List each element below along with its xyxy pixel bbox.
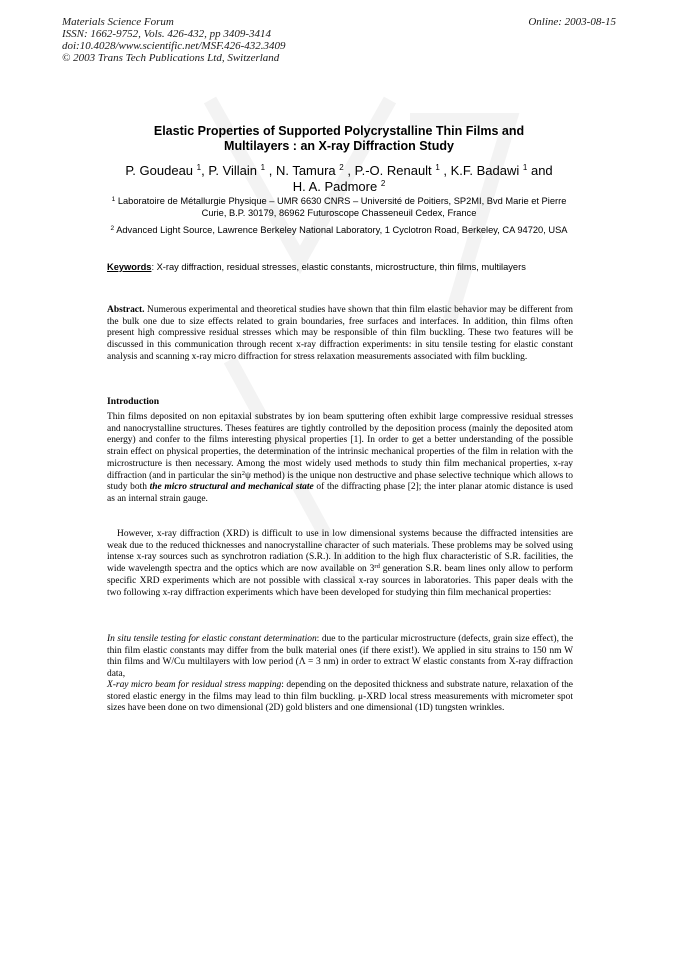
journal-name: Materials Science Forum bbox=[62, 16, 174, 28]
introduction-heading: Introduction bbox=[107, 396, 160, 407]
emphasis-text: In situ tensile testing for elastic constant determination bbox=[107, 634, 317, 644]
affiliation-number: 2 bbox=[110, 225, 115, 232]
paragraph-text: : due to the particular microstructure (defects, grain size effect), the thin film elastic constants may differ from the bulk material ones (if there exist!). We applied in situ strains to 150 nm W thin films and W/Cu multilayers with low period (Λ = 3 nm) in order to extract W elastic constants from X-ray diffraction data, bbox=[107, 634, 574, 680]
emphasis-text: the micro structural and mechanical state bbox=[149, 482, 314, 493]
author-conjunction: and bbox=[530, 163, 553, 178]
paper-title bbox=[110, 124, 568, 154]
author-name: N. Tamura bbox=[275, 163, 336, 178]
author-name: P. Villain bbox=[208, 163, 258, 178]
emphasis-text: X-ray micro beam for residual stress mapping bbox=[107, 680, 282, 690]
online-date: Online: 2003-08-15 bbox=[528, 16, 616, 28]
author-name: P. Goudeau bbox=[125, 163, 194, 178]
paragraph-text: : depending on the deposited thickness and substrate nature, relaxation of the stored elastic energy in the films may lead to thin film buckling. μ-XRD local stress measurements with micrometer spot sizes have been done on two dimensional (2D) gold blisters and one dimensional (1D) tungsten wrinkles. bbox=[107, 680, 573, 714]
paragraph-text: of the diffracting phase [2]; the inter planar atomic distance is used as an internal strain gauge. bbox=[107, 482, 573, 504]
keywords-text: : X-ray diffraction, residual stresses, elastic constants, microstructure, thin films, multilayers bbox=[151, 262, 526, 272]
paragraph-text: However, x-ray diffraction (XRD) is difficult to use in low dimensional systems because the diffracted intensities are weak due to the reduced thicknesses and nanocrystalline character of such materials. These problems may be solved using intense x-ray sources such as synchrotron radiation (S.R.). In addition to the high flux characteristic of S.R. facilities, the wide wavelength spectra and the optics which are now available on 3 bbox=[107, 529, 573, 575]
journal-header bbox=[62, 16, 286, 64]
abstract-label: Abstract. bbox=[107, 305, 145, 315]
author-affiliation-mark: 2 bbox=[380, 179, 386, 188]
affiliation-1 bbox=[104, 196, 574, 219]
affiliation-text: Advanced Light Source, Lawrence Berkeley National Laboratory, 1 Cyclotron Road, Berkeley, CA 94720, USA bbox=[116, 225, 568, 235]
introduction-paragraph-4 bbox=[107, 680, 573, 715]
author-affiliation-mark: 2 bbox=[339, 163, 344, 172]
author-name: H. A. Padmore bbox=[292, 179, 378, 194]
title-line-2: Multilayers : an X-ray Diffraction Study bbox=[224, 139, 454, 153]
copyright-line: © 2003 Trans Tech Publications Ltd, Switzerland bbox=[62, 52, 280, 64]
author-name: K.F. Badawi bbox=[450, 163, 520, 178]
paragraph-text: Thin films deposited on non epitaxial substrates by ion beam sputtering often exhibit large compressive residual stresses and nanocrystalline structures. Theses features are tightly controlled by the deposition process (mainly the deposited atom energy) and confer to the films interesting physical properties [1]. In order to get a better understanding of the possible strain effect on physical properties, the determination of the intrinsic mechanical properties of the film in relation with the microstructure is then necessary. Among the most widely used methods to study thin film mechanical properties, x-ray diffraction (and in particular the sin bbox=[107, 412, 573, 481]
affiliation-2 bbox=[104, 225, 574, 237]
introduction-paragraph-3 bbox=[107, 634, 573, 681]
author-list: P. Goudeau $^1$, P. Villain $^1$ , N. Tamura $^2$ , P.-O. Renault $^1$ , K.F. Badawi $^1$ and H. A. Padmore $^2$ bbox=[125, 163, 553, 194]
author-affiliation-mark: 1 bbox=[260, 163, 266, 172]
affiliation-number: 1 bbox=[111, 196, 116, 203]
issn-line: ISSN: 1662-9752, Vols. 426-432, pp 3409-3414 bbox=[62, 28, 271, 40]
paragraph-text: generation S.R. beam lines only allow to perform specific XRD experiments which are not possible with classical x-ray sources in laboratories. This paper deals with the two following x-ray diffraction experiments which have been developed for studying thin film mechanical properties: bbox=[107, 564, 573, 598]
paragraph-text: method) is the unique non destructive and phase selective technique which allows to study both bbox=[107, 470, 573, 493]
introduction-paragraph-2 bbox=[107, 529, 573, 599]
keywords-label: Keywords bbox=[107, 262, 152, 272]
psi-symbol: ψ bbox=[244, 470, 251, 481]
title-line-1: Elastic Properties of Supported Polycrystalline Thin Films and bbox=[153, 124, 525, 138]
keywords-section bbox=[107, 262, 573, 274]
introduction-paragraph-1 bbox=[107, 412, 573, 506]
author-affiliation-mark: 1 bbox=[435, 163, 440, 172]
superscript: 2 bbox=[241, 469, 245, 477]
author-name: P.-O. Renault bbox=[354, 163, 432, 178]
author-affiliation-mark: 1 bbox=[196, 163, 202, 172]
abstract-text: Numerous experimental and theoretical studies have shown that thin film elastic behavior may be different from the bulk one due to size effects related to grain boundaries, free surfaces and interfaces. In addition, thin films often present high compressive residual stresses which may be responsible of thin film buckling. These two features will be discussed in this communication through recent x-ray diffraction experiments: in situ tensile testing for elastic constant analysis and scanning x-ray micro diffraction for stress relaxation measurements associated with film buckling. bbox=[107, 305, 573, 362]
affiliation-text: Laboratoire de Métallurgie Physique – UMR 6630 CNRS – Université de Poitiers, SP2MI, Bvd Marie et Pierre Curie, B.P. 30179, 86962 Futuroscope Chasseneuil Cedex, France bbox=[117, 196, 567, 218]
author-affiliation-mark: 1 bbox=[522, 163, 528, 172]
superscript: rd bbox=[374, 563, 380, 571]
abstract-section bbox=[107, 305, 573, 364]
doi-line[interactable]: doi:10.4028/www.scientific.net/MSF.426-432.3409 bbox=[62, 40, 286, 52]
